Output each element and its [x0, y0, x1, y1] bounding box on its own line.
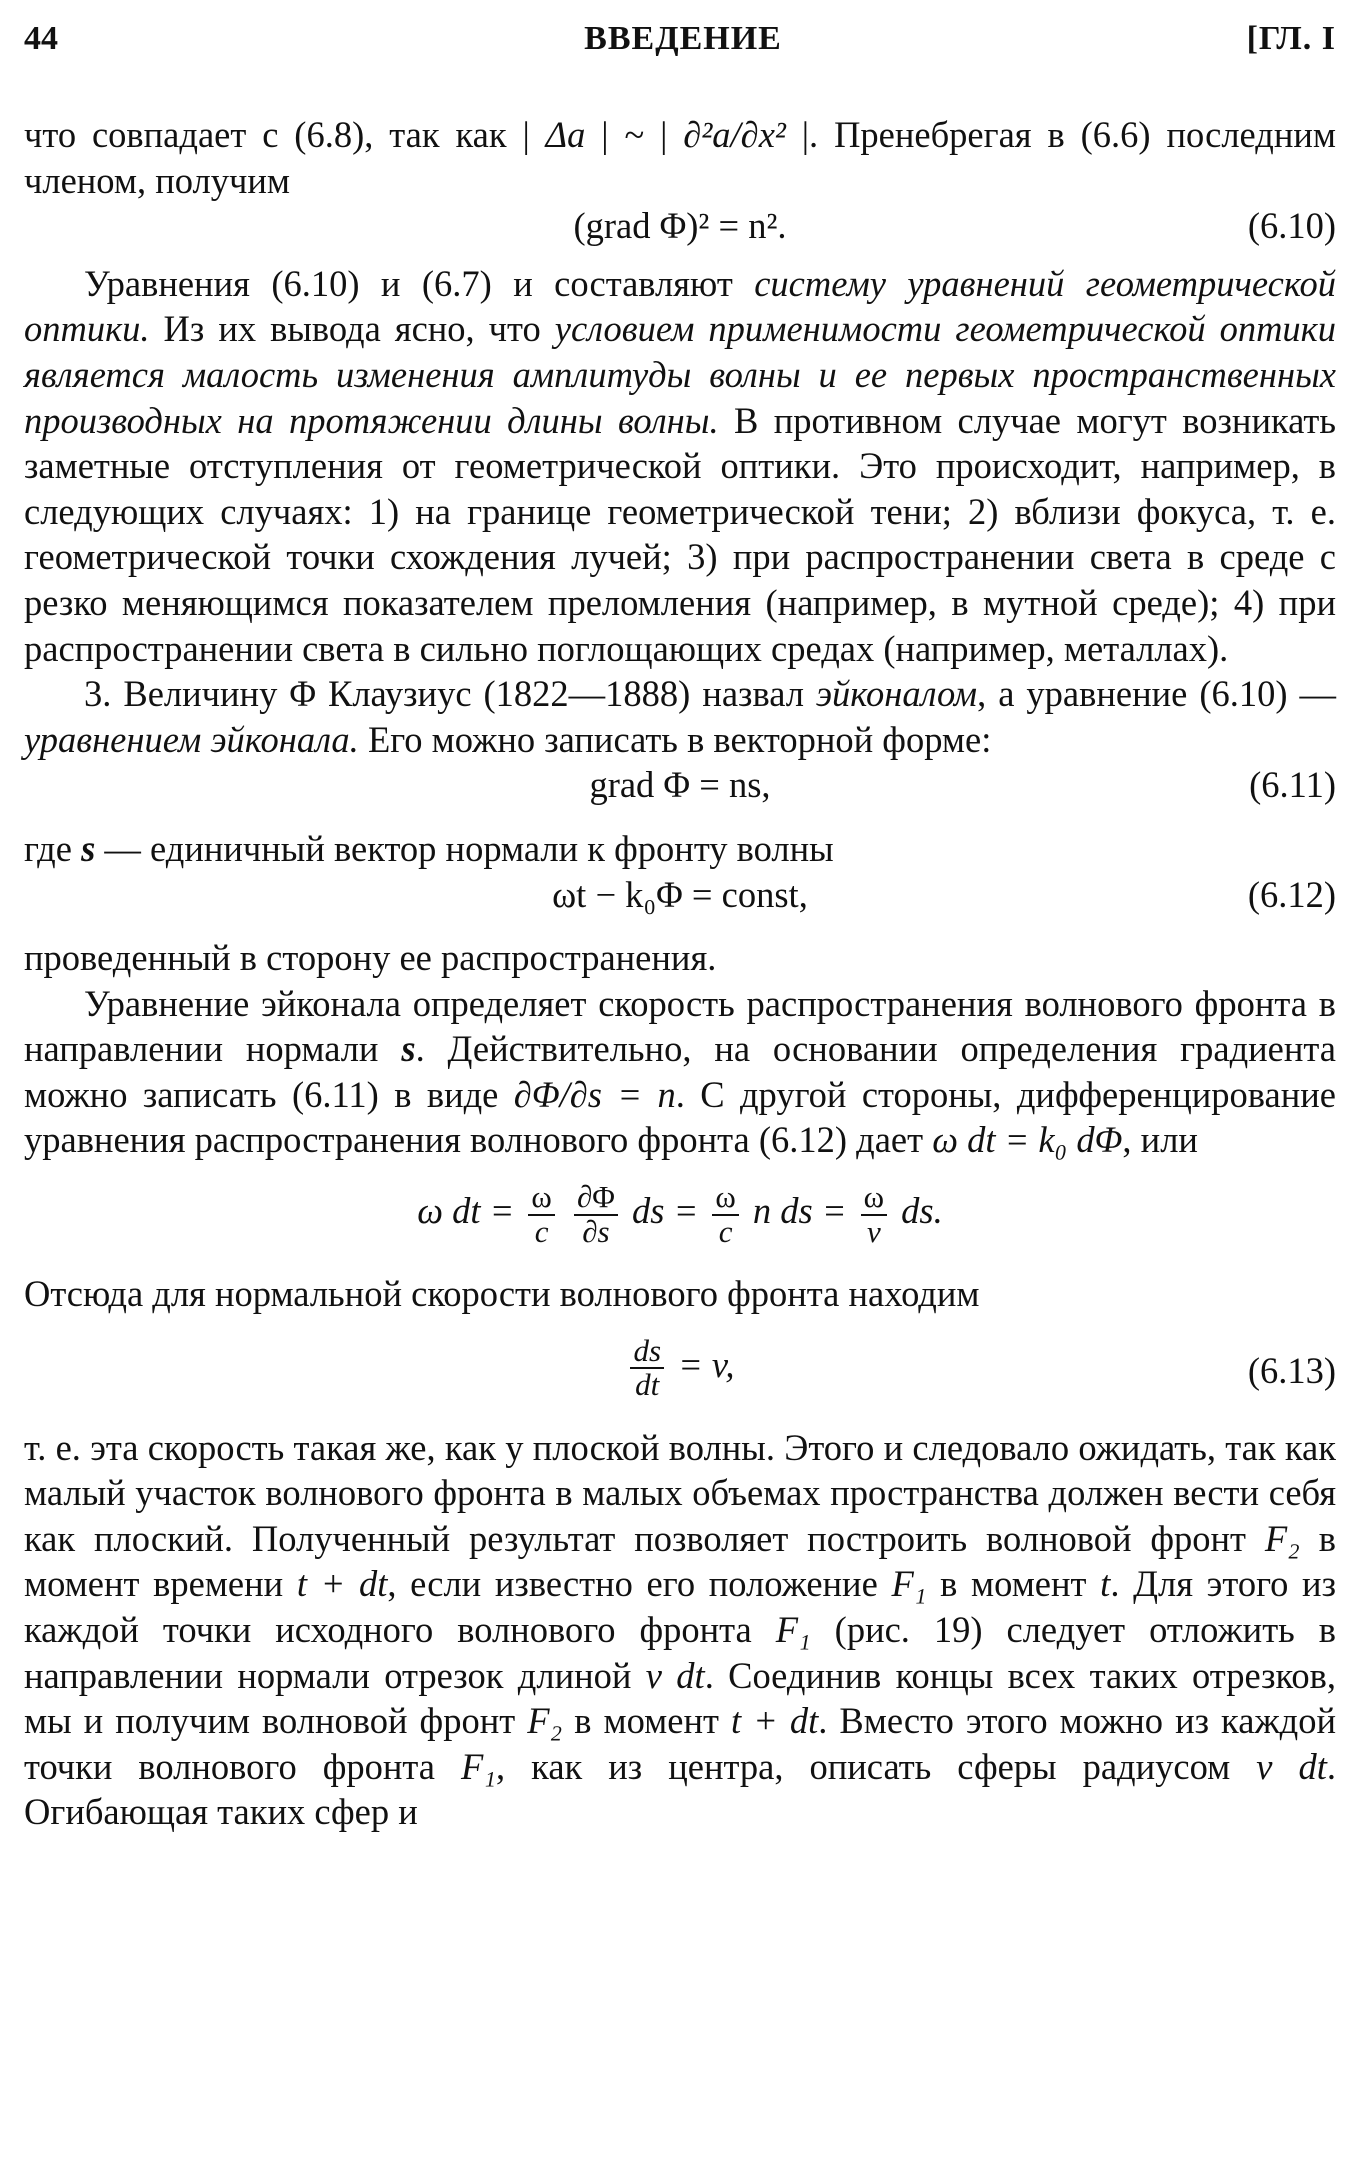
equation-formula: ω dt = $\frac{\omega}{c}$ $\frac{\partial\Phi}{\partial s}$ ds = $\frac{\omega}{c}$ n ds = $\frac{\omega}{v}$ ds. [417, 1179, 943, 1249]
equation-formula: $\frac{ds}{dt}$ = v, [24, 1335, 1336, 1402]
equation-formula: (grad Φ)² = n². [573, 205, 787, 247]
body-text [24, 112, 1336, 1835]
fraction: $\frac{\omega}{v}$ [861, 1181, 887, 1248]
paragraph-6: Уравнение эйконала определяет скорость распространения волнового фронта в направлении нормали s. Действительно, на основании определения градиента можно записать (6.11) в виде ∂Φ/∂s = n. С другой стороны, дифференцирование уравнения распространения волнового фронта (6.12) дает ω dt = k₀ dΦ, или [24, 982, 1337, 1161]
equation-differential [24, 1177, 1336, 1257]
equation-formula: grad Φ = ns, [589, 764, 771, 806]
paragraph-8: т. е. эта скорость такая же, как у плоской волны. Этого и следовало ожидать, так как малый участок волнового фронта в малых объемах пространства должен вести себя как плоский. Полученный результат позволяет построить волновой фронт F₂ в момент времени t + dt, если известно его положение F₁ в момент t. Для этого из каждой точки исходного волнового фронта F₁ (рис. 19) следует отложить в направлении нормали отрезок длиной v dt. Соединив концы всех таких отрезков, мы и получим волновой фронт F₂ в момент t + dt. Вместо этого можно из каждой точки волнового фронта F₁, как из центра, описать сферы радиусом v dt. Огибающая таких сфер и [24, 1426, 1337, 1833]
equation-6-11 [24, 762, 1336, 808]
paragraph-4: где s — единичный вектор нормали к фронту волны [24, 827, 834, 869]
fraction: $\frac{\omega}{c}$ [528, 1181, 554, 1248]
fraction: $\frac{ds}{dt}$ [630, 1335, 664, 1402]
equation-number: (6.13) [1247, 1349, 1336, 1391]
equation-number: (6.11) [1249, 764, 1336, 806]
paragraph-5: проведенный в сторону ее распространения. [24, 937, 717, 979]
running-title: ВВЕДЕНИЕ [584, 20, 782, 57]
fraction: $\frac{\partial\Phi}{\partial s}$ [574, 1181, 618, 1248]
paragraph-3: 3. Величину Φ Клаузиус (1822—1888) назвал эйконалом, а уравнение (6.10) — уравнением эйконала. Его можно записать в векторной форме: [24, 673, 1336, 760]
equation-number: (6.10) [1247, 205, 1336, 247]
paragraph-2: Уравнения (6.10) и (6.7) и составляют систему уравнений геометрической оптики. Из их вывода ясно, что условием применимости геометрической оптики является малость изменения амплитуды волны и ее первых пространственных производных на протяжении длины волны. В противном случае могут возникать заметные отступления от геометрической оптики. Это происходит, например, в следующих случаях: 1) на границе геометрической тени; 2) вблизи фокуса, т. е. геометрической точки схождения лучей; 3) при распространении света в среде с резко меняющимся показателем преломления (например, в мутной среде); 4) при распространении света в сильно поглощающих средах (например, металлах). [24, 262, 1337, 669]
equation-6-13 [24, 1331, 1336, 1411]
chapter-label: [ГЛ. I [1246, 20, 1336, 57]
paragraph-1: что совпадает с (6.8), так как | Δa | ~ | ∂²a/∂x² |. Пренебрегая в (6.6) последним членом, получим [24, 114, 1336, 201]
equation-formula: ωt − k₀Φ = const, [552, 873, 808, 915]
equation-6-12 [24, 872, 1336, 918]
equation-6-10 [24, 203, 1336, 249]
equation-number: (6.12) [1247, 873, 1336, 915]
paragraph-7: Отсюда для нормальной скорости волнового фронта находим [24, 1273, 980, 1315]
fraction: $\frac{\omega}{c}$ [712, 1181, 738, 1248]
page-number: 44 [24, 20, 58, 57]
